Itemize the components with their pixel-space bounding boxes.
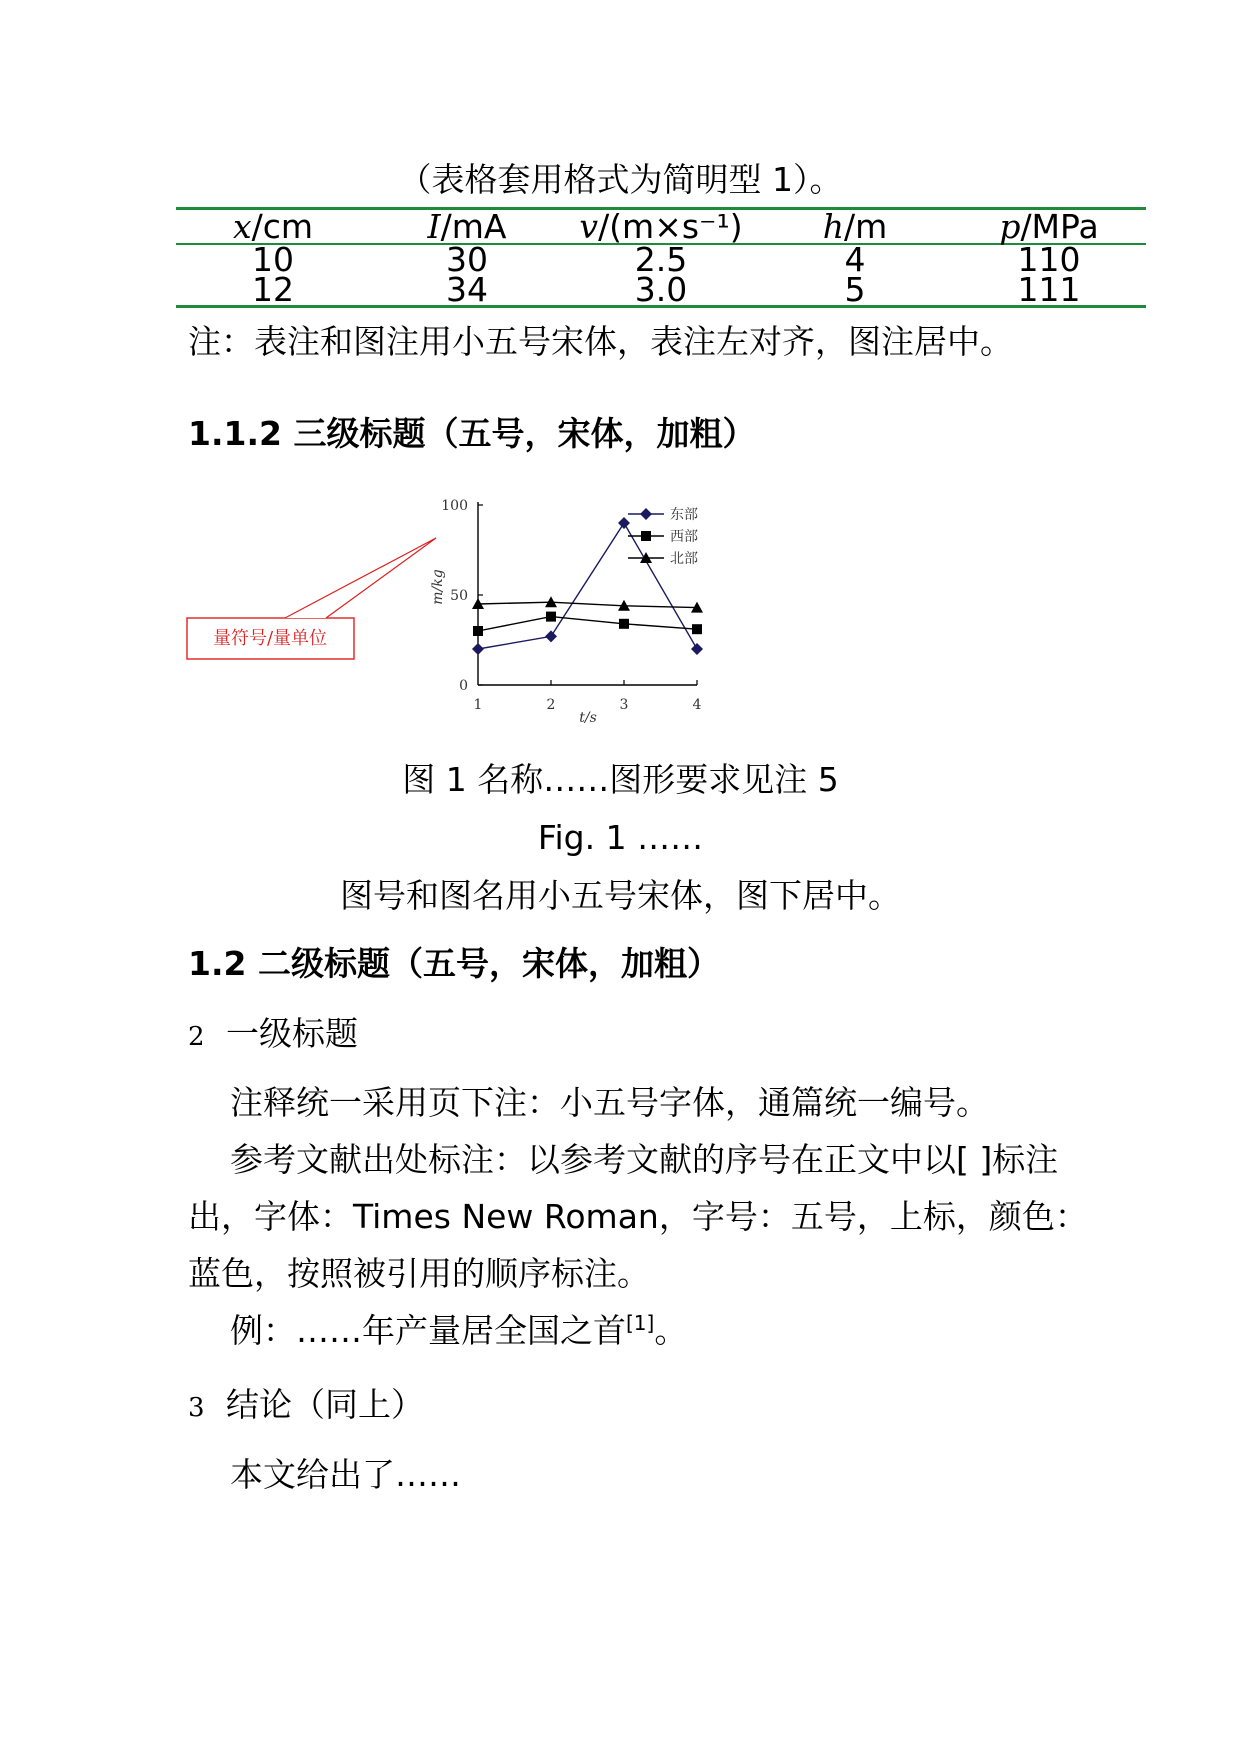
x-tick-label: 3 [619,697,629,713]
table-cell: 30 [446,240,488,279]
heading-text: 结论（同上） [226,1385,424,1424]
x-tick-label: 4 [692,697,702,713]
table-header-cell: x/cm [176,209,370,245]
annotation-label: 量符号/量单位 [212,628,328,649]
paragraph-reference-line: 参考文献出处标注：以参考文献的序号在正文中以[ ]标注 [230,1140,1059,1179]
heading-level-3: 1.1.2 三级标题（五号，宋体，加粗） [188,414,756,453]
x-tick-label: 1 [473,697,483,713]
heading-number: 3 [188,1393,205,1423]
data-table [176,207,1146,308]
legend-label: 北部 [670,551,698,567]
table-caption: （表格套用格式为简明型 1）。 [398,160,843,199]
data-point-square [473,626,483,636]
x-tick-label: 2 [546,697,556,713]
table-cell: 2.5 [634,240,688,279]
heading-level-1 [188,1014,358,1057]
data-point-square [546,612,556,622]
x-axis-label: t/s [579,710,597,726]
paragraph-reference-line: 蓝色，按照被引用的顺序标注。 [188,1254,650,1293]
table-cell: 111 [952,275,1146,307]
y-tick-label: 0 [459,678,468,694]
citation-superscript: [1] [626,1311,655,1335]
paragraph-example [230,1302,687,1359]
table-header-cell: I/mA [370,209,564,245]
y-tick-label: 100 [441,498,468,514]
legend-label: 东部 [670,507,698,523]
data-point-diamond [472,643,484,655]
series-line-diamond [478,523,697,649]
paragraph-reference-line: 出，字体：Times New Roman，字号：五号，上标，颜色： [188,1197,1088,1236]
heading-number: 2 [188,1022,205,1052]
table-cell: 3.0 [564,275,758,307]
line-chart [180,490,820,750]
figure-caption-en: Fig. 1 …… [537,818,704,857]
data-point-square [619,619,629,629]
paragraph-conclusion: 本文给出了…… [230,1455,461,1494]
data-point-diamond [545,630,557,642]
figure-caption-cn: 图 1 名称……图形要求见注 5 [402,760,839,799]
y-tick-label: 50 [450,588,468,604]
data-point-diamond [691,643,703,655]
table-header-cell: v/(m×s⁻¹) [564,209,758,245]
heading-level-2: 1.2 二级标题（五号，宋体，加粗） [188,944,720,983]
series-line-square [478,617,697,631]
heading-text: 一级标题 [226,1014,358,1053]
data-point-diamond [618,517,630,529]
heading-level-1 [188,1385,424,1428]
table-header-cell: p/MPa [952,209,1146,245]
annotation-pointer [285,538,436,618]
table-header-cell: h/m [758,209,952,245]
example-text: 例：……年产量居全国之首 [230,1311,626,1350]
legend-marker-square [641,531,651,541]
paragraph-footnote: 注释统一采用页下注：小五号字体，通篇统一编号。 [230,1083,989,1122]
example-end: 。 [654,1311,688,1350]
table-cell: 10 [252,240,294,279]
table-cell: 5 [758,275,952,307]
table-cell: 34 [370,275,564,307]
table-header-row [176,209,1146,245]
legend-marker-diamond [640,508,652,520]
table-note: 注：表注和图注用小五号宋体，表注左对齐，图注居中。 [188,322,1013,361]
legend-label: 西部 [670,529,698,545]
table-cell: 4 [844,240,866,279]
y-axis-label: m/kg [430,569,446,605]
data-point-square [692,624,702,634]
table-row [176,275,1146,307]
figure-note: 图号和图名用小五号宋体，图下居中。 [340,876,901,915]
table-cell: 12 [176,275,370,307]
table-cell: 110 [1017,240,1081,279]
series-line-triangle [478,602,697,607]
